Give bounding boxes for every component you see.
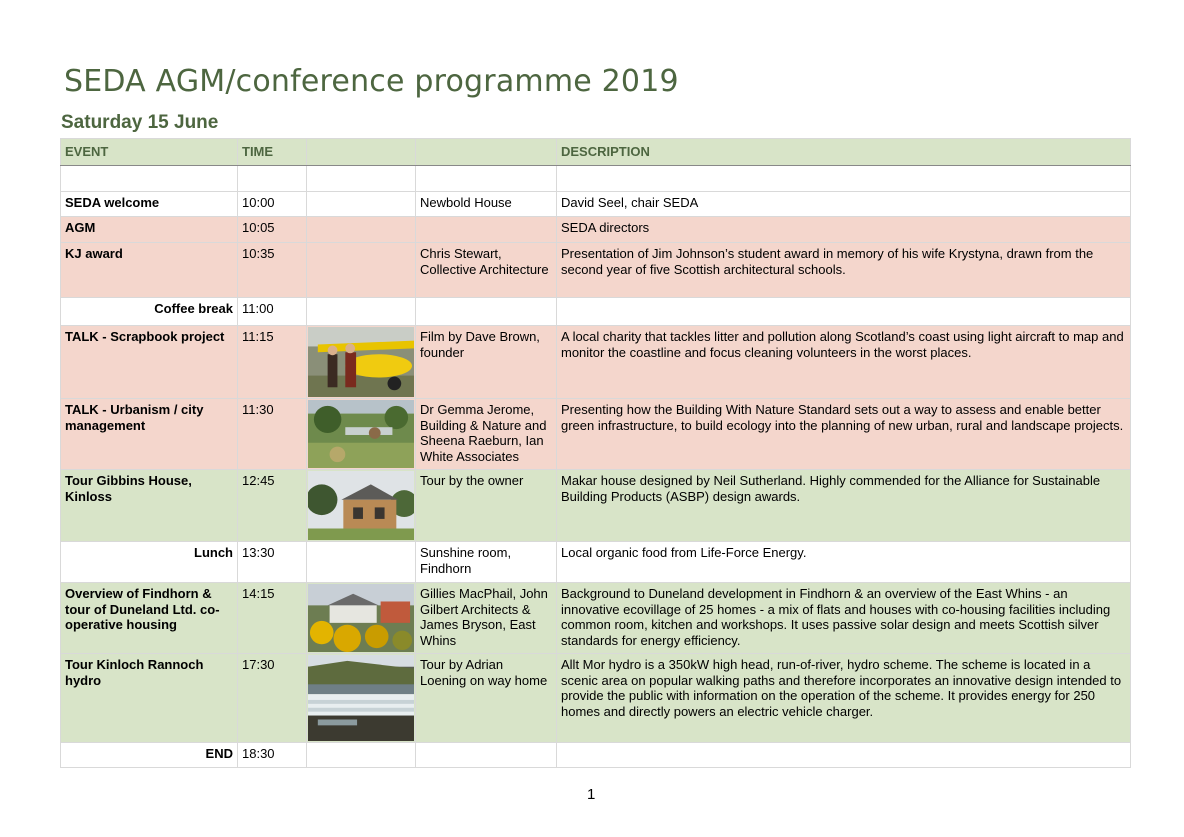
time-cell: 13:30 <box>238 542 307 583</box>
header-image <box>307 139 416 166</box>
header-time: TIME <box>238 139 307 166</box>
description-cell: SEDA directors <box>557 217 1131 243</box>
event-cell: Tour Gibbins House, Kinloss <box>61 470 238 542</box>
host-cell: Dr Gemma Jerome, Building & Nature and Sheena Raeburn, Ian White Associates <box>416 399 557 470</box>
image-cell <box>307 654 416 743</box>
header-description: DESCRIPTION <box>557 139 1131 166</box>
event-cell: KJ award <box>61 243 238 298</box>
description-cell: Local organic food from Life-Force Energy. <box>557 542 1131 583</box>
image-cell <box>307 217 416 243</box>
host-cell: Film by Dave Brown, founder <box>416 326 557 399</box>
host-cell: Tour by Adrian Loening on way home <box>416 654 557 743</box>
header-host <box>416 139 557 166</box>
description-cell: David Seel, chair SEDA <box>557 192 1131 217</box>
image-cell <box>307 192 416 217</box>
table-row <box>61 470 1131 542</box>
day-heading: Saturday 15 June <box>61 112 219 133</box>
host-cell: Chris Stewart, Collective Architecture <box>416 243 557 298</box>
event-cell: SEDA welcome <box>61 192 238 217</box>
landscape-photo <box>308 400 414 468</box>
table-row <box>61 399 1131 470</box>
description-cell: Presentation of Jim Johnson’s student award in memory of his wife Krystyna, drawn from the second year of five Scottish architectural schools. <box>557 243 1131 298</box>
page-number: 1 <box>587 786 596 803</box>
event-cell: END <box>61 743 238 768</box>
description-cell: Presenting how the Building With Nature Standard sets out a way to assess and enable better green infrastructure, to build ecology into the planning of new urban, rural and landscape projects. <box>557 399 1131 470</box>
event-cell: Overview of Findhorn & tour of Duneland Ltd. co-operative housing <box>61 583 238 654</box>
programme-table <box>60 138 1131 768</box>
table-row <box>61 743 1131 768</box>
event-cell: Lunch <box>61 542 238 583</box>
host-cell: Sunshine room, Findhorn <box>416 542 557 583</box>
image-cell <box>307 166 416 192</box>
description-cell <box>557 298 1131 326</box>
table-row <box>61 166 1131 192</box>
image-cell <box>307 399 416 470</box>
time-cell: 14:15 <box>238 583 307 654</box>
host-cell: Newbold House <box>416 192 557 217</box>
image-cell <box>307 470 416 542</box>
weir-photo <box>308 655 414 741</box>
image-cell <box>307 326 416 399</box>
event-cell <box>61 166 238 192</box>
page-title: SEDA AGM/conference programme 2019 <box>64 64 679 99</box>
event-cell: Coffee break <box>61 298 238 326</box>
description-cell: Background to Duneland development in Findhorn & an overview of the East Whins - an innovative ecovillage of 25 homes - a mix of flats and houses with co-housing facilities including common room, kitchen and workshops. It uses passive solar design and meets Scottish silver standards for energy efficiency. <box>557 583 1131 654</box>
image-cell <box>307 743 416 768</box>
image-cell <box>307 583 416 654</box>
description-cell: A local charity that tackles litter and pollution along Scotland’s coast using light aircraft to map and monitor the coastline and focus cleaning volunteers in the worst places. <box>557 326 1131 399</box>
table-row <box>61 326 1131 399</box>
host-cell <box>416 743 557 768</box>
time-cell: 10:00 <box>238 192 307 217</box>
description-cell: Makar house designed by Neil Sutherland. Highly commended for the Alliance for Sustainable Building Products (ASBP) design awards. <box>557 470 1131 542</box>
image-cell <box>307 243 416 298</box>
time-cell: 11:15 <box>238 326 307 399</box>
table-row <box>61 654 1131 743</box>
description-cell <box>557 166 1131 192</box>
aircraft-photo <box>308 327 414 397</box>
table-row <box>61 243 1131 298</box>
host-cell: Gillies MacPhail, John Gilbert Architects & James Bryson, East Whins <box>416 583 557 654</box>
time-cell: 10:35 <box>238 243 307 298</box>
event-cell: Tour Kinloch Rannoch hydro <box>61 654 238 743</box>
time-cell: 12:45 <box>238 470 307 542</box>
table-row <box>61 583 1131 654</box>
image-cell <box>307 298 416 326</box>
time-cell: 11:00 <box>238 298 307 326</box>
image-cell <box>307 542 416 583</box>
table-row <box>61 542 1131 583</box>
time-cell: 18:30 <box>238 743 307 768</box>
table-row <box>61 298 1131 326</box>
description-cell <box>557 743 1131 768</box>
time-cell: 11:30 <box>238 399 307 470</box>
event-cell: AGM <box>61 217 238 243</box>
event-cell: TALK - Scrapbook project <box>61 326 238 399</box>
description-cell: Allt Mor hydro is a 350kW high head, run-of-river, hydro scheme. The scheme is located in a scenic area on popular walking paths and therefore incorporates an innovative design intended to provide the public with information on the operation of the scheme. It provides energy for 250 homes and directly powers an electric vehicle charger. <box>557 654 1131 743</box>
table-row <box>61 217 1131 243</box>
housing-photo <box>308 584 414 652</box>
table-row <box>61 192 1131 217</box>
table-header-row <box>61 139 1131 166</box>
time-cell <box>238 166 307 192</box>
host-cell <box>416 217 557 243</box>
event-cell: TALK - Urbanism / city management <box>61 399 238 470</box>
host-cell: Tour by the owner <box>416 470 557 542</box>
time-cell: 17:30 <box>238 654 307 743</box>
host-cell <box>416 298 557 326</box>
house-photo <box>308 471 414 540</box>
time-cell: 10:05 <box>238 217 307 243</box>
host-cell <box>416 166 557 192</box>
header-event: EVENT <box>61 139 238 166</box>
